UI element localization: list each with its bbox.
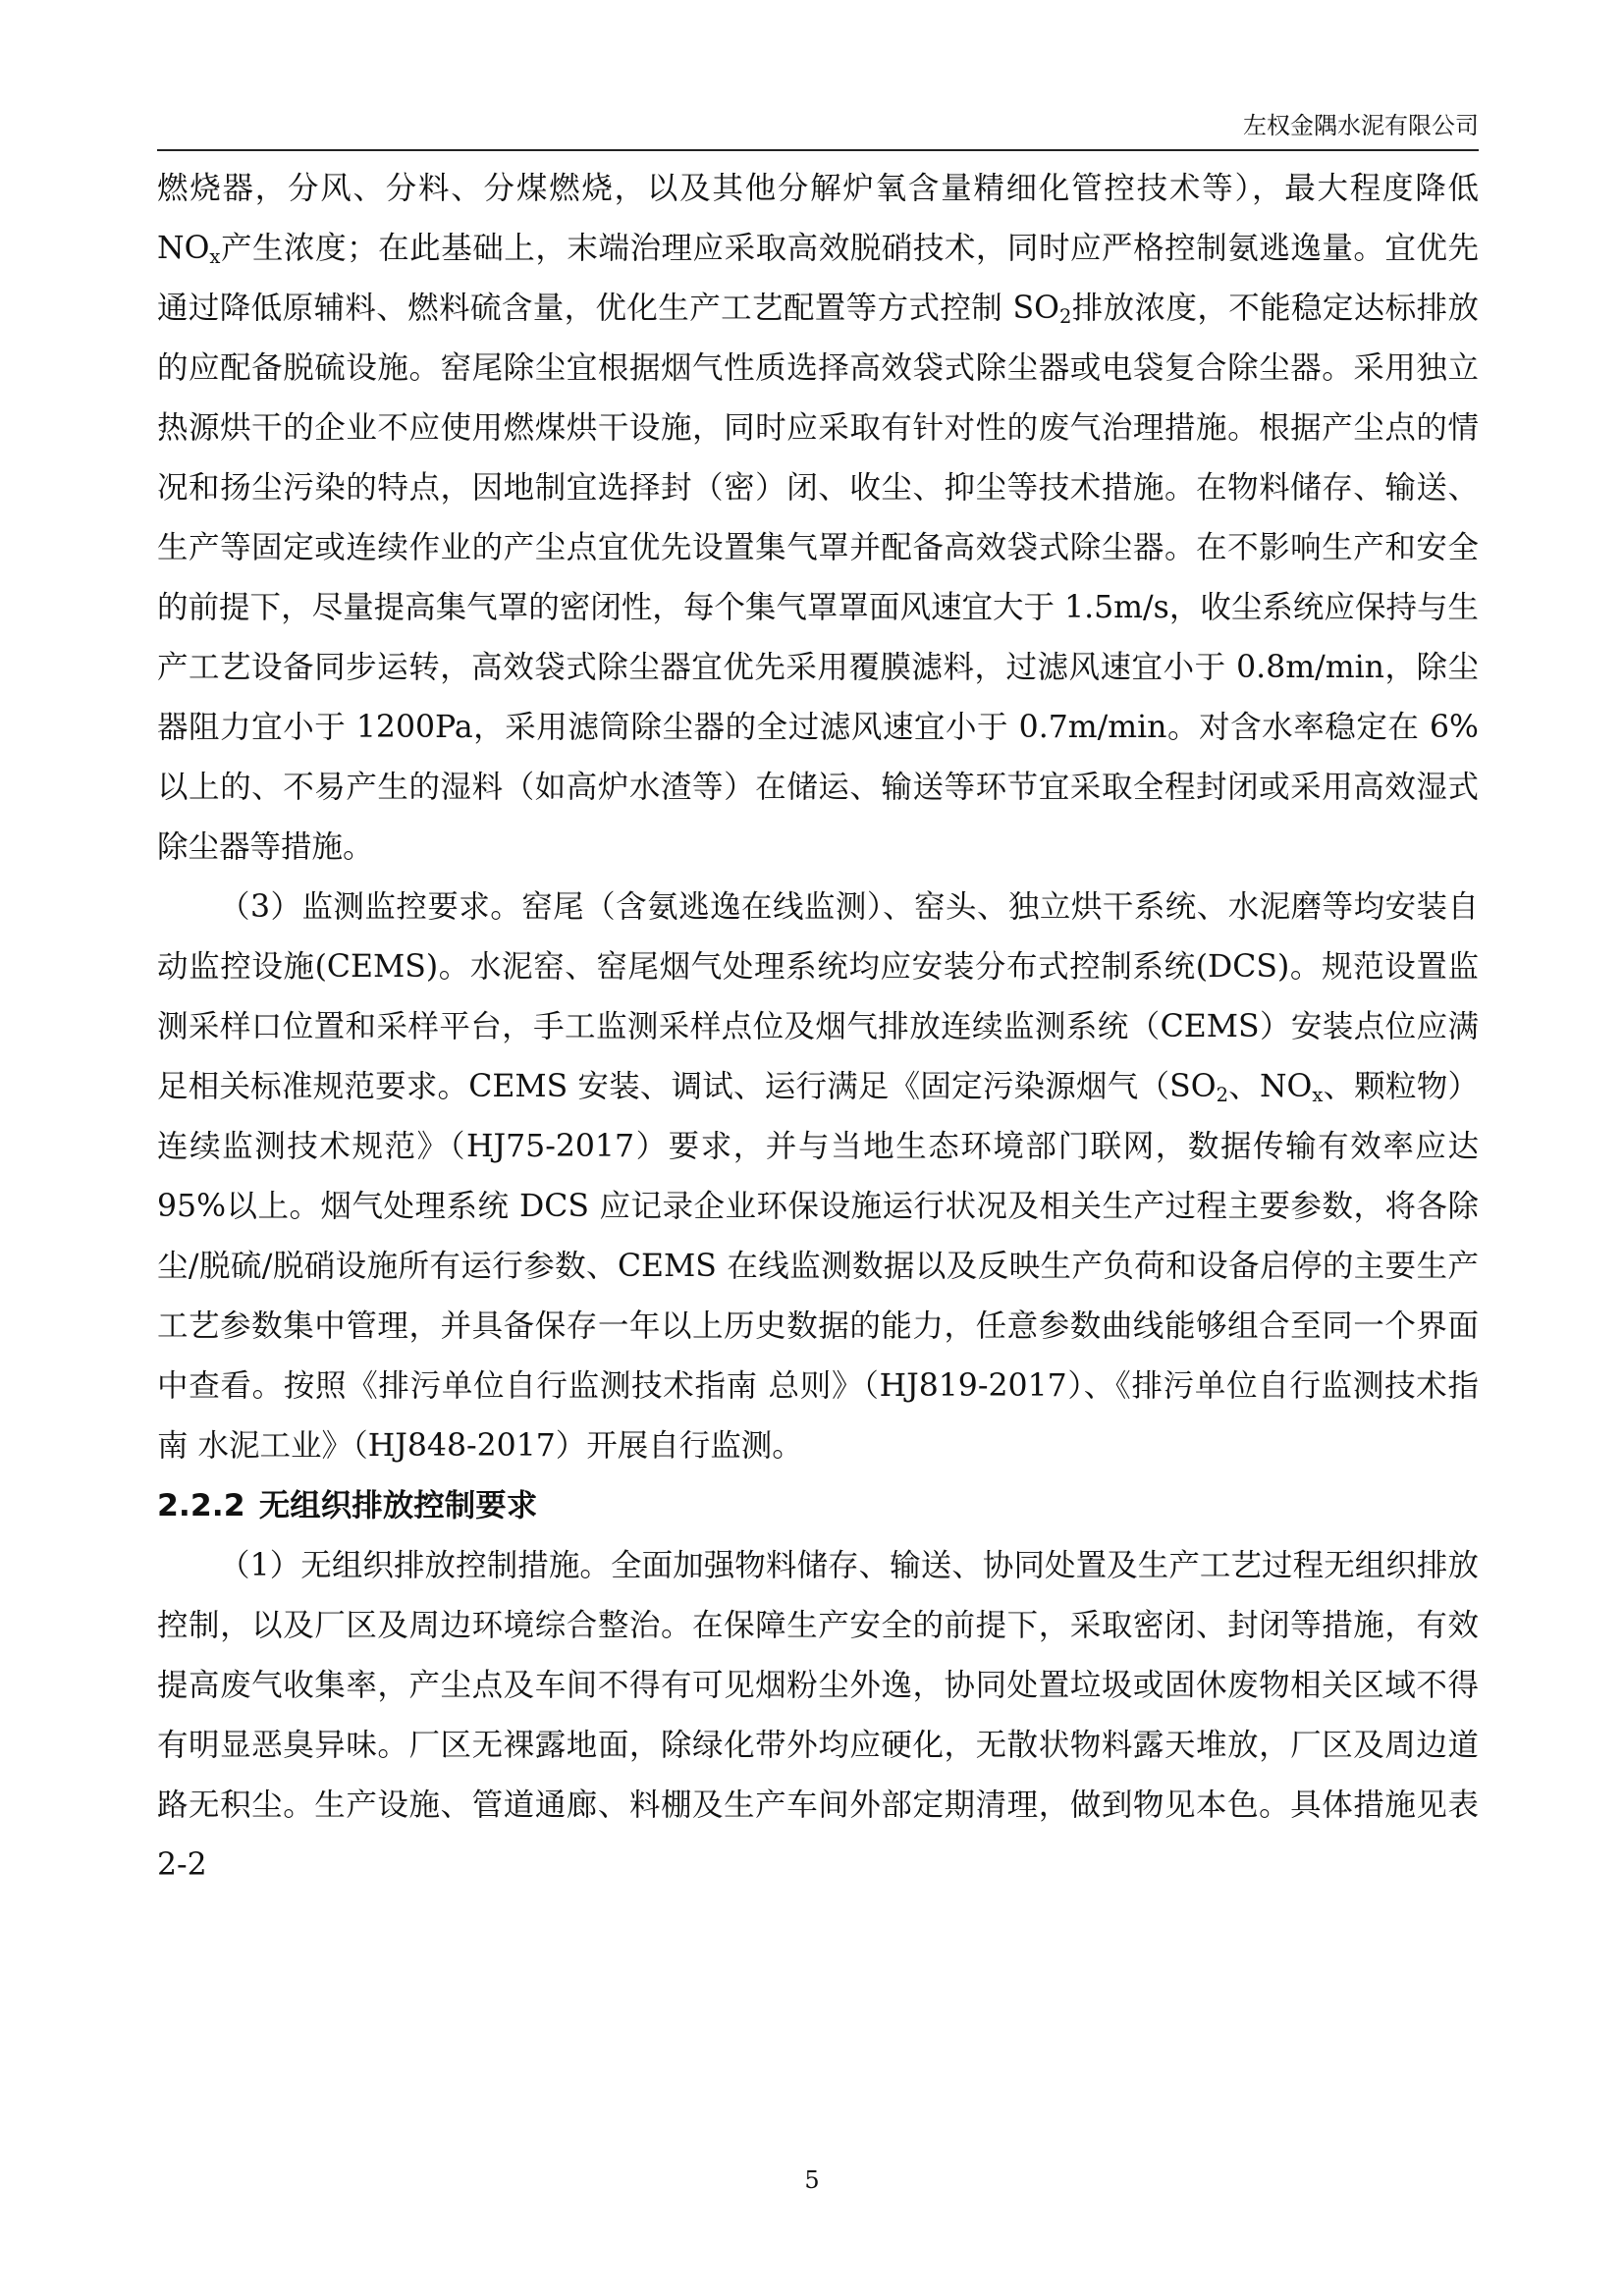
page-header — [157, 110, 1479, 151]
page-number: 5 — [804, 2166, 820, 2194]
paragraph-fugitive-emission-measures: （1）无组织排放控制措施。全面加强物料储存、输送、协同处置及生产工艺过程无组织排放控制，以及厂区及周边环境综合整治。在保障生产安全的前提下，采取密闭、封闭等措施，有效提高废气收集率，产尘点及车间不得有可见烟粉尘外逸，协同处置垃圾或固休废物相关区域不得有明显恶臭异味。厂区无裸露地面，除绿化带外均应硬化，无散状物料露天堆放，厂区及周边道路无积尘。生产设施、管道通廊、料棚及生产车间外部定期清理，做到物见本色。具体措施见表 2-2 — [157, 1548, 1479, 1883]
body-text — [157, 159, 1479, 1896]
text-segment: 排放浓度，不能稳定达标排放的应配备脱硫设施。窑尾除尘宜根据烟气性质选择高效袋式除尘器或电袋复合除尘器。采用独立热源烘干的企业不应使用燃煤烘干设施，同时应采取有针对性的废气治理措施。根据产尘点的情况和扬尘污染的特点，因地制宜选择封（密）闭、收尘、抑尘等技术措施。在物料储存、输送、生产等固定或连续作业的产尘点宜优先设置集气罩并配备高效袋式除尘器。在不影响生产和安全的前提下，尽量提高集气罩的密闭性，每个集气罩罩面风速宜大于 1.5m/s，收尘系统应保持与生产工艺设备同步运转，高效袋式除尘器宜优先采用覆膜滤料，过滤风速宜小于 0.8m/min，除尘器阻力宜小于 1200Pa，采用滤筒除尘器的全过滤风速宜小于 0.7m/min。对含水率稳定在 6%以上的、不易产生的湿料（如高炉水渣等）在储运、输送等环节宜采取全程封闭或采用高效湿式除尘器等措施。 — [157, 291, 1479, 865]
text-segment: 产生浓度；在此基础上，末端治理应采取高效脱硝技术，同时应严格控制氨逃逸量。宜优先通过降低原辅料、燃料硫含量，优化生产工艺配置等方式控制 SO — [157, 231, 1479, 326]
company-name: 左权金隅水泥有限公司 — [1243, 112, 1479, 139]
subscript: 2 — [1216, 1083, 1228, 1106]
text-segment: 、NO — [1228, 1069, 1313, 1104]
text-segment: （3）监测监控要求。窑尾（含氨逃逸在线监测）、窑头、独立烘干系统、水泥磨等均安装自动监控设施(CEMS)。水泥窑、窑尾烟气处理系统均应安装分布式控制系统(DCS)。规范设置监测采样口位置和采样平台，手工监测采样点位及烟气排放连续监测系统（CEMS）安装点位应满足相关标准规范要求。CEMS 安装、调试、运行满足《固定污染源烟气（SO — [157, 889, 1479, 1104]
section-number: 2.2.2 — [157, 1488, 245, 1523]
section-heading — [157, 1476, 1479, 1536]
subscript: x — [1312, 1083, 1324, 1106]
text-segment: 、颗粒物）连续监测技术规范》（HJ75-2017）要求，并与当地生态环境部门联网，数据传输有效率应达 95%以上。烟气处理系统 DCS 应记录企业环保设施运行状况及相关生产过程主要参数，将各除尘/脱硫/脱硝设施所有运行参数、CEMS 在线监测数据以及反映生产负荷和设备启停的主要生产工艺参数集中管理，并具备保存一年以上历史数据的能力，任意参数曲线能够组合至同一个界面中查看。按照《排污单位自行监测技术指南 总则》（HJ819-2017）、《排污单位自行监测技术指南 水泥工业》（HJ848-2017）开展自行监测。 — [157, 1069, 1479, 1464]
paragraph-monitoring-requirements — [157, 878, 1479, 1476]
section-title: 无组织排放控制要求 — [258, 1488, 538, 1523]
paragraph-emission-control — [157, 159, 1479, 878]
subscript: x — [209, 244, 221, 268]
text-segment: 燃烧器，分风、分料、分煤燃烧，以及其他分解炉氧含量精细化管控技术等），最大程度降低 NO — [157, 171, 1479, 266]
subscript: 2 — [1058, 304, 1072, 328]
